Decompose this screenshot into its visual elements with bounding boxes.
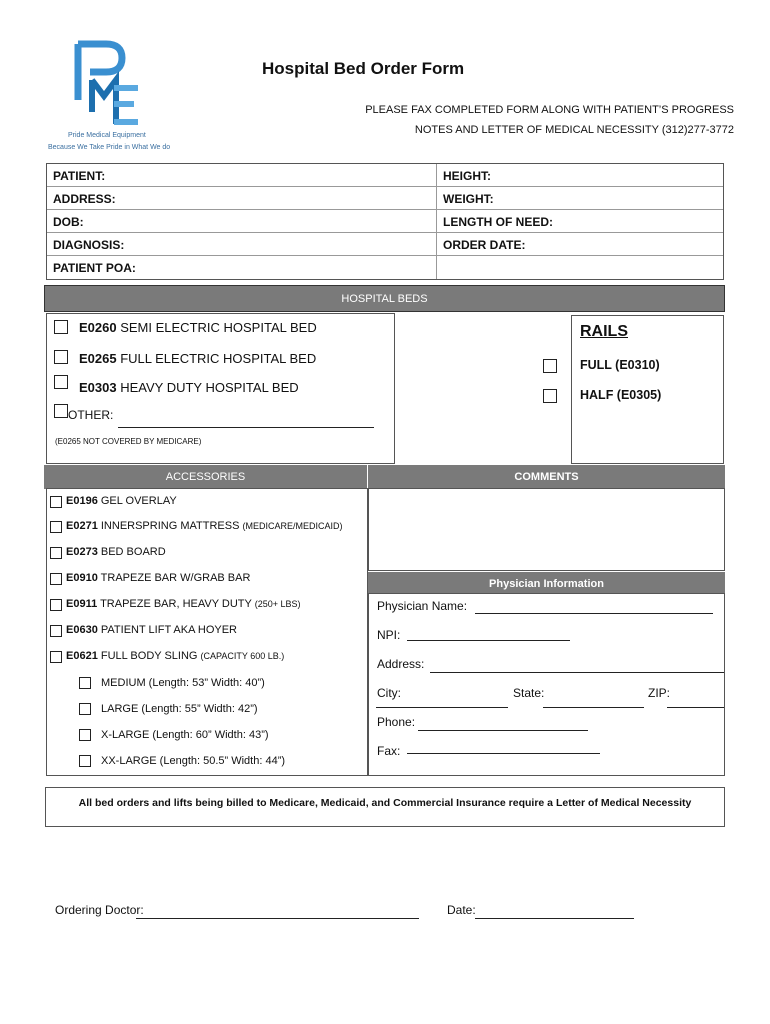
state-input[interactable] [543, 707, 644, 708]
checkbox[interactable] [54, 320, 68, 334]
checkbox[interactable] [54, 350, 68, 364]
state-label: State: [513, 686, 545, 700]
accessory-note: (MEDICARE/MEDICAID) [242, 521, 343, 531]
checkbox[interactable] [50, 521, 62, 533]
fax-note-line1: PLEASE FAX COMPLETED FORM ALONG WITH PATIENT’S PROGRESS [365, 104, 734, 116]
accessory-note: (CAPACITY 600 LB.) [200, 651, 285, 661]
comments-header: COMMENTS [368, 465, 725, 489]
bed-code: E0303 [79, 380, 117, 395]
date-label: Date: [447, 903, 476, 917]
checkbox[interactable] [79, 755, 91, 767]
weight-label[interactable]: WEIGHT: [443, 192, 494, 206]
patient-poa-label[interactable]: PATIENT POA: [53, 261, 136, 275]
other-input-line[interactable] [118, 427, 374, 428]
date-input[interactable] [475, 918, 634, 919]
zip-label: ZIP: [648, 686, 671, 700]
checkbox[interactable] [79, 729, 91, 741]
bed-label: FULL ELECTRIC HOSPITAL BED [120, 351, 317, 366]
city-label: City: [377, 686, 401, 700]
rails-half-label: HALF (E0305) [580, 388, 662, 402]
medicare-note: (E0265 NOT COVERED BY MEDICARE) [55, 437, 202, 446]
physician-name-label: Physician Name: [377, 599, 468, 613]
height-label[interactable]: HEIGHT: [443, 169, 491, 183]
accessory-code: E0196 [66, 495, 98, 507]
checkbox[interactable] [79, 677, 91, 689]
page-title: Hospital Bed Order Form [262, 59, 465, 78]
bed-code: E0265 [79, 351, 117, 366]
npi-input[interactable] [407, 640, 570, 641]
bed-label: HEAVY DUTY HOSPITAL BED [120, 380, 299, 395]
bed-code: E0260 [79, 320, 117, 335]
rails-half-checkbox[interactable] [543, 389, 557, 403]
order-date-label[interactable]: ORDER DATE: [443, 238, 526, 252]
dob-label[interactable]: DOB: [53, 215, 84, 229]
address-label[interactable]: ADDRESS: [53, 192, 116, 206]
zip-input[interactable] [667, 707, 724, 708]
address-label-physician: Address: [377, 657, 425, 671]
phone-input[interactable] [418, 730, 588, 731]
accessory-code: E0273 [66, 546, 98, 558]
checkbox[interactable] [50, 625, 62, 637]
npi-label: NPI: [377, 628, 401, 642]
hospital-beds-header: HOSPITAL BEDS [44, 285, 725, 312]
accessory-label: TRAPEZE BAR, HEAVY DUTY [100, 598, 252, 610]
checkbox[interactable] [54, 404, 68, 418]
accessory-label: TRAPEZE BAR W/GRAB BAR [100, 572, 251, 584]
length-of-need-label[interactable]: LENGTH OF NEED: [443, 215, 553, 229]
checkbox[interactable] [50, 651, 62, 663]
accessories-header: ACCESSORIES [44, 465, 367, 489]
ordering-doctor-input[interactable] [136, 918, 419, 919]
sling-size-label: X-LARGE (Length: 60” Width: 43”) [101, 729, 269, 741]
medical-necessity-notice [45, 787, 725, 827]
accessory-code: E0621 [66, 650, 98, 662]
checkbox[interactable] [50, 547, 62, 559]
checkbox[interactable] [79, 703, 91, 715]
physician-info-header: Physician Information [368, 572, 725, 593]
accessory-label: INNERSPRING MATTRESS [100, 520, 240, 532]
accessory-code: E0911 [66, 598, 98, 610]
phone-label: Phone: [377, 715, 416, 729]
patient-info-table [46, 163, 724, 280]
accessory-label: PATIENT LIFT AKA HOYER [100, 624, 237, 636]
logo-company-name: Pride Medical Equipment [68, 132, 146, 139]
accessory-code: E0910 [66, 572, 98, 584]
checkbox[interactable] [50, 573, 62, 585]
city-input[interactable] [376, 707, 508, 708]
company-logo [48, 40, 173, 156]
fax-note-line2: NOTES AND LETTER OF MEDICAL NECESSITY (312)277-3772 [414, 124, 734, 136]
ordering-doctor-label: Ordering Doctor: [55, 903, 144, 917]
diagnosis-label[interactable]: DIAGNOSIS: [53, 238, 125, 252]
fax-label: Fax: [377, 744, 401, 758]
accessory-code: E0271 [66, 520, 98, 532]
sling-size-label: XX-LARGE (Length: 50.5” Width: 44”) [101, 755, 286, 767]
rails-full-checkbox[interactable] [543, 359, 557, 373]
notice-text: All bed orders and lifts being billed to Medicare, Medicaid, and Commercial Insurance require a Letter of Medical Necessity [78, 797, 692, 809]
checkbox[interactable] [50, 599, 62, 611]
checkbox[interactable] [54, 375, 68, 389]
accessory-note: (250+ LBS) [254, 599, 301, 609]
other-label: OTHER: [68, 408, 114, 422]
checkbox[interactable] [50, 496, 62, 508]
pme-logo-icon [74, 40, 144, 128]
physician-info-section [368, 593, 725, 776]
sling-size-label: MEDIUM (Length: 53” Width: 40”) [101, 677, 265, 689]
physician-name-input[interactable] [475, 613, 713, 614]
accessory-label: GEL OVERLAY [100, 495, 177, 507]
accessory-label: BED BOARD [100, 546, 166, 558]
rails-full-label: FULL (E0310) [580, 358, 660, 372]
patient-label[interactable]: PATIENT: [53, 169, 106, 183]
rails-title: RAILS [580, 323, 628, 340]
sling-size-label: LARGE (Length: 55” Width: 42”) [101, 703, 258, 715]
logo-tagline: Because We Take Pride in What We do [48, 144, 171, 151]
fax-input[interactable] [407, 753, 600, 754]
accessory-code: E0630 [66, 624, 98, 636]
physician-address-input[interactable] [430, 672, 724, 673]
accessory-label: FULL BODY SLING [100, 650, 198, 662]
bed-label: SEMI ELECTRIC HOSPITAL BED [120, 320, 317, 335]
comments-textarea[interactable] [368, 488, 725, 571]
